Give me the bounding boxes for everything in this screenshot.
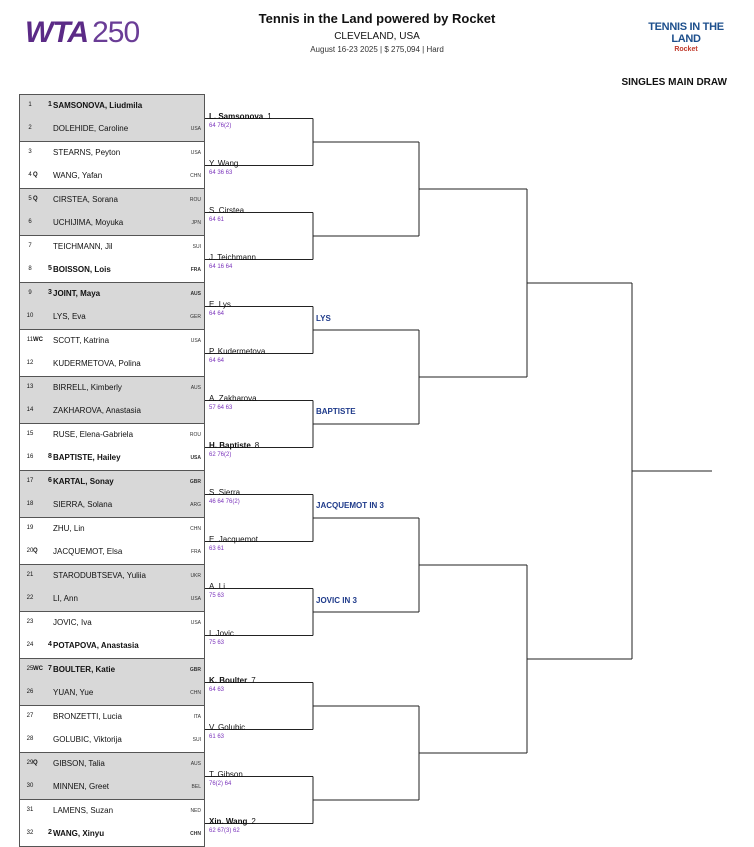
r1-player-name: GOLUBIC, Viktorija xyxy=(53,734,122,744)
r1-position: 19 xyxy=(26,525,34,531)
r1-row xyxy=(19,588,205,612)
r2-player xyxy=(209,112,272,121)
r2-player xyxy=(209,629,238,638)
r1-position: 2 xyxy=(28,124,32,131)
r1-player-name: BOULTER, Katie xyxy=(53,665,116,674)
r2-score: 64 64 xyxy=(209,310,225,317)
r3-result: JOVIC IN 3 xyxy=(316,596,357,605)
r1-player-name: BRONZETTI, Lucia xyxy=(53,712,122,721)
r2-score: 64 36 63 xyxy=(209,169,233,176)
tournament-info: August 16-23 2025 | $ 275,094 | Hard xyxy=(310,45,444,54)
r1-position: 22 xyxy=(26,594,34,601)
r1-seed: 6 xyxy=(48,477,52,484)
r1-row xyxy=(19,658,205,682)
r2-player-name: E. Lys xyxy=(209,299,231,309)
r2-player xyxy=(209,817,256,826)
r2-player-seed: 7 xyxy=(251,675,256,685)
r1-entry: Q xyxy=(33,171,38,178)
tournament-title: Tennis in the Land powered by Rocket xyxy=(258,11,496,26)
r1-player-name: STARODUBTSEVA, Yuliia xyxy=(53,571,146,580)
r1-position: 18 xyxy=(26,500,34,507)
r1-seed: 4 xyxy=(48,640,52,648)
r1-row xyxy=(19,517,205,541)
r1-position: 1 xyxy=(28,102,32,108)
r1-player-name: JOINT, Maya xyxy=(53,289,101,298)
r3-result: JACQUEMOT IN 3 xyxy=(316,501,385,510)
r2-score: 75 63 xyxy=(209,639,225,646)
r1-country: FRA xyxy=(191,548,201,555)
r1-row xyxy=(19,682,205,706)
r1-position: 26 xyxy=(26,688,34,695)
r1-player-name: YUAN, Yue xyxy=(53,687,94,697)
r1-position: 8 xyxy=(28,265,32,272)
r1-player-name: KUDERMETOVA, Polina xyxy=(53,358,141,368)
r1-row xyxy=(19,376,205,400)
r2-player-seed: 2 xyxy=(251,816,256,826)
r2-player-name: E. Jacquemot xyxy=(209,534,258,544)
r1-position: 13 xyxy=(26,384,34,390)
r1-position: 28 xyxy=(26,735,34,742)
r1-country: FRA xyxy=(190,266,201,273)
r1-country: USA xyxy=(190,620,201,626)
r1-row xyxy=(19,705,205,729)
r1-seed: 3 xyxy=(48,289,52,296)
r1-position: 31 xyxy=(26,807,34,813)
r1-row xyxy=(19,423,205,447)
r1-row xyxy=(19,235,205,259)
r2-score: 63 61 xyxy=(209,545,225,552)
r2-player xyxy=(209,770,247,779)
r1-player-name: ZAKHAROVA, Anastasia xyxy=(53,405,141,415)
r2-player xyxy=(209,723,249,732)
r1-country: GBR xyxy=(189,479,201,485)
r1-seed: 1 xyxy=(48,101,52,108)
r2-score: 76(2) 64 xyxy=(209,780,232,787)
r1-country: BEL xyxy=(191,783,201,790)
r2-score: 46 64 76(2) xyxy=(209,498,240,505)
r1-country: ROU xyxy=(189,197,201,203)
r1-player-name: STEARNS, Peyton xyxy=(53,148,121,157)
r1-player-name: UCHIJIMA, Moyuka xyxy=(53,217,124,227)
r2-player xyxy=(209,347,269,356)
r2-player-name: A. Zakharova xyxy=(209,393,257,403)
r1-row xyxy=(19,447,205,471)
r1-country: GER xyxy=(190,313,201,320)
draw-label: SINGLES MAIN DRAW xyxy=(621,77,727,88)
r2-player xyxy=(209,535,262,544)
r1-country: GBR xyxy=(189,667,201,673)
r1-country: USA xyxy=(190,454,201,461)
r1-row xyxy=(19,282,205,306)
r2-player-name: Y. Wang xyxy=(209,158,239,168)
r1-player-name: TEICHMANN, Jil xyxy=(53,242,113,251)
r1-row xyxy=(19,541,205,565)
r2-player-seed: 1 xyxy=(267,111,272,121)
r1-position: 15 xyxy=(26,431,34,437)
r1-country: USA xyxy=(190,595,201,602)
r1-position: 12 xyxy=(26,359,34,366)
r1-seed: 8 xyxy=(48,452,52,460)
r1-row xyxy=(19,564,205,588)
r1-position: 11 xyxy=(26,337,34,343)
r1-row xyxy=(19,188,205,212)
sponsor-logo-bottom: Rocket xyxy=(674,46,698,53)
r1-position: 27 xyxy=(26,713,34,719)
r2-player xyxy=(209,676,256,685)
r1-position: 3 xyxy=(28,149,32,155)
r1-player-name: CIRSTEA, Sorana xyxy=(53,195,118,204)
r1-position: 21 xyxy=(26,572,34,578)
r1-entry: WC xyxy=(33,666,43,672)
r2-score: 64 63 xyxy=(209,686,225,693)
r1-player-name: SCOTT, Katrina xyxy=(53,336,110,345)
r1-position: 4 xyxy=(28,171,32,178)
r1-row xyxy=(19,118,205,142)
r1-seed: 5 xyxy=(48,264,52,272)
r1-row xyxy=(19,329,205,353)
r1-country: ROU xyxy=(189,432,201,438)
r2-player-name: J. Teichmann xyxy=(209,252,256,262)
r1-position: 25 xyxy=(26,666,34,672)
r1-country: JPN xyxy=(191,219,201,226)
r2-player xyxy=(209,441,259,450)
r1-player-name: LYS, Eva xyxy=(53,311,86,321)
r1-row xyxy=(19,400,205,424)
r1-player-name: SAMSONOVA, Liudmila xyxy=(53,101,143,110)
r1-row xyxy=(19,259,205,283)
r1-row xyxy=(19,729,205,753)
r1-player-name: POTAPOVA, Anastasia xyxy=(53,640,139,650)
wta-logo-text: WTA xyxy=(25,16,89,49)
r1-position: 23 xyxy=(26,619,34,625)
r2-player-name: S. Sierra xyxy=(209,487,241,497)
r1-player-name: GIBSON, Talia xyxy=(53,759,105,768)
r1-country: USA xyxy=(190,150,201,156)
r1-position: 29 xyxy=(26,760,34,766)
r1-country: UKR xyxy=(190,573,201,579)
r2-player-name: K. Boulter xyxy=(209,675,248,685)
r1-country: SUI xyxy=(192,736,201,743)
r2-score: 64 16 64 xyxy=(209,263,233,270)
r1-entry: Q xyxy=(33,547,38,554)
r1-row xyxy=(19,635,205,659)
r1-player-name: JOVIC, Iva xyxy=(53,618,92,627)
r1-entry: Q xyxy=(33,196,38,202)
r1-country: CHN xyxy=(190,689,201,696)
r1-position: 5 xyxy=(28,196,32,202)
r2-player-name: I. Jovic xyxy=(209,628,234,638)
r1-row xyxy=(19,141,205,165)
r1-position: 14 xyxy=(26,406,34,413)
r2-player xyxy=(209,582,229,591)
r1-player-name: BIRRELL, Kimberly xyxy=(53,383,122,392)
r1-position: 24 xyxy=(26,641,34,648)
r3-result: LYS xyxy=(316,314,331,323)
r1-player-name: KARTAL, Sonay xyxy=(53,477,114,486)
r1-player-name: SIERRA, Solana xyxy=(53,499,113,509)
r1-position: 20 xyxy=(26,547,34,554)
r1-country: CHN xyxy=(190,526,201,532)
r2-player-name: P. Kudermetova xyxy=(209,346,266,356)
r1-entry: WC xyxy=(33,337,43,343)
r1-row xyxy=(19,353,205,377)
r1-player-name: WANG, Yafan xyxy=(53,170,103,180)
r1-country: USA xyxy=(190,338,201,344)
r2-score: 64 61 xyxy=(209,216,225,223)
r1-country: AUS xyxy=(190,385,201,391)
r1-seed: 2 xyxy=(48,828,52,836)
r2-player-name: T. Gibson xyxy=(209,769,243,779)
r1-row xyxy=(19,165,205,189)
r1-row xyxy=(19,799,205,823)
r2-player-name: V. Golubic xyxy=(209,722,246,732)
r1-row xyxy=(19,776,205,800)
sponsor-logo-top: TENNIS IN THE LAND xyxy=(648,21,724,45)
r1-row xyxy=(19,94,205,118)
r2-player xyxy=(209,159,242,168)
r1-country: AUS xyxy=(190,761,201,767)
r2-player xyxy=(209,206,248,215)
r1-row xyxy=(19,752,205,776)
r1-player-name: BAPTISTE, Hailey xyxy=(53,452,121,462)
r1-position: 17 xyxy=(26,478,34,484)
r1-row xyxy=(19,494,205,518)
r1-seed: 7 xyxy=(48,665,52,672)
r2-player-seed: 8 xyxy=(254,440,260,450)
r2-player-name: Xin. Wang xyxy=(209,816,248,826)
r2-score: 64 76(2) xyxy=(209,122,232,129)
r1-country: ITA xyxy=(193,714,201,720)
wta-level: 250 xyxy=(92,16,140,49)
r1-player-name: WANG, Xinyu xyxy=(53,828,105,838)
r2-score: 62 76(2) xyxy=(209,451,232,458)
r1-player-name: DOLEHIDE, Caroline xyxy=(53,123,129,133)
r1-position: 32 xyxy=(26,829,34,836)
r1-position: 6 xyxy=(28,218,32,225)
r2-score: 62 67(3) 62 xyxy=(209,827,240,834)
r1-player-name: MINNEN, Greet xyxy=(53,781,110,791)
r1-row xyxy=(19,212,205,236)
r1-row xyxy=(19,823,205,847)
r1-country: AUS xyxy=(190,291,201,297)
r1-country: CHN xyxy=(190,830,201,837)
tournament-city: CLEVELAND, USA xyxy=(334,31,420,42)
r1-player-name: BOISSON, Lois xyxy=(53,264,111,274)
r2-player xyxy=(209,253,260,262)
r1-position: 7 xyxy=(28,243,32,249)
r1-player-name: JACQUEMOT, Elsa xyxy=(53,546,123,556)
r2-score: 64 64 xyxy=(209,357,225,364)
r1-row xyxy=(19,611,205,635)
r2-player xyxy=(209,394,261,403)
r1-player-name: ZHU, Lin xyxy=(53,524,85,533)
r1-player-name: RUSE, Elena-Gabriela xyxy=(53,430,134,439)
r1-country: USA xyxy=(190,125,201,132)
r2-player xyxy=(209,488,244,497)
r2-player-name: H. Baptiste xyxy=(209,440,251,450)
r2-score: 57 64 63 xyxy=(209,404,233,411)
r2-player-name: A. Li xyxy=(209,581,226,591)
r1-country: SUI xyxy=(192,244,201,250)
r1-row xyxy=(19,470,205,494)
r2-score: 61 63 xyxy=(209,733,225,740)
r2-player xyxy=(209,300,235,309)
r1-country: NED xyxy=(190,808,201,814)
r1-row xyxy=(19,306,205,330)
r1-player-name: LAMENS, Suzan xyxy=(53,806,114,815)
r1-position: 30 xyxy=(26,782,34,789)
r1-position: 16 xyxy=(26,453,34,460)
r2-player-name: S. Cirstea xyxy=(209,205,245,215)
r2-score: 75 63 xyxy=(209,592,225,599)
r1-country: CHN xyxy=(190,172,201,179)
r1-country: ARG xyxy=(190,501,201,508)
r1-position: 9 xyxy=(28,290,32,296)
r2-player-name: L. Samsonova xyxy=(209,111,264,121)
r1-position: 10 xyxy=(26,312,34,319)
r3-result: BAPTISTE xyxy=(316,407,356,416)
r1-player-name: LI, Ann xyxy=(53,593,78,603)
r1-entry: Q xyxy=(33,760,38,766)
